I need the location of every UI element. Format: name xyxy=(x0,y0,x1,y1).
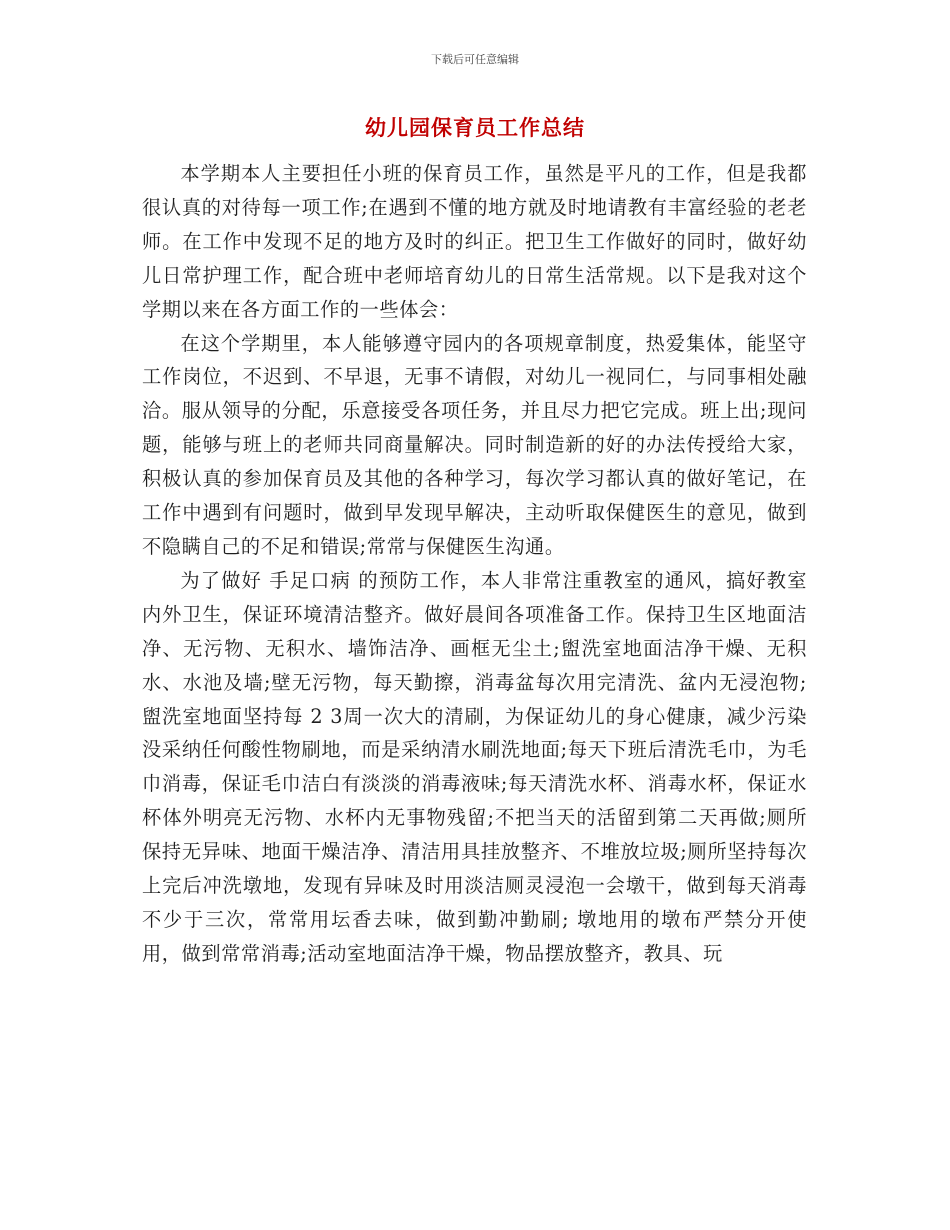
paragraph: 本学期本人主要担任小班的保育员工作，虽然是平凡的工作，但是我都很认真的对待每一项工作;在遇到不懂的地方就及时地请教有丰富经验的老老师。在工作中发现不足的地方及时的纠正。把卫生工作做好的同时，做好幼儿日常护理工作，配合班中老师培育幼儿的日常生活常规。以下是我对这个学期以来在各方面工作的一些体会： xyxy=(142,162,807,321)
paragraph: 为了做好 手足口病 的预防工作，本人非常注重教室的通风，搞好教室内外卫生，保证环境清洁整齐。做好晨间各项准备工作。保持卫生区地面洁净、无污物、无积水、墙饰洁净、画框无尘土;盥洗室地面洁净干燥、无积水、水池及墙;壁无污物，每天勤擦，消毒盆每次用完清洗、盆内无浸泡物;盥洗室地面坚持每 2 3周一次大的清刷，为保证幼儿的身心健康，减少污染没采纳任何酸性物刷地，而是采纳清水刷洗地面;每天下班后清洗毛巾，为毛巾消毒，保证毛巾洁白有淡淡的消毒液味;每天清洗水杯、消毒水杯，保证水杯体外明亮无污物、水杯内无事物残留;不把当天的活留到第二天再做;厕所保持无异味、地面干燥洁净、清洁用具挂放整齐、不堆放垃圾;厕所坚持每次上完后冲洗墩地，发现有异味及时用淡洁厕灵浸泡一会墩干，做到每天消毒不少于三次，常常用坛香去味，做到勤冲勤刷; 墩地用的墩布严禁分开使用，做到常常消毒;活动室地面洁净干燥，物品摆放整齐，教具、玩 xyxy=(142,568,807,965)
header-note: 下载后可任意编辑 xyxy=(431,53,519,66)
document-body xyxy=(142,157,807,971)
document-title: 幼儿园保育员工作总结 xyxy=(365,116,585,140)
paragraph: 在这个学期里，本人能够遵守园内的各项规章制度，热爱集体，能坚守工作岗位，不迟到、不早退，无事不请假，对幼儿一视同仁，与同事相处融洽。服从领导的分配，乐意接受各项任务，并且尽力把它完成。班上出;现问题，能够与班上的老师共同商量解决。同时制造新的好的办法传授给大家，积极认真的参加保育员及其他的各种学习，每次学习都认真的做好笔记，在工作中遇到有问题时，做到早发现早解决，主动听取保健医生的意见，做到不隐瞒自己的不足和错误;常常与保健医生沟通。 xyxy=(142,331,807,558)
